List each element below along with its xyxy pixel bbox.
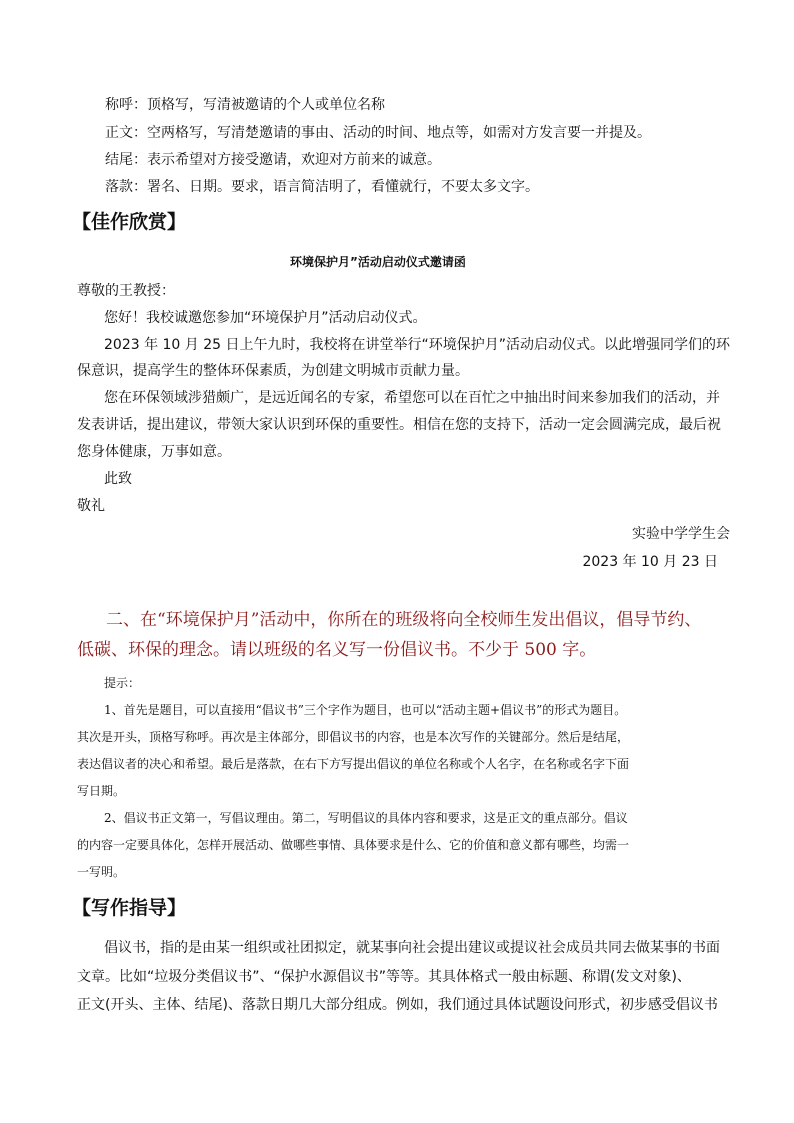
- hint-label: 提示：: [104, 676, 141, 690]
- guide-line: 文章。比如“垃圾分类倡议书”、“保护水源倡议书”等等。其具体格式一般由标题、称谓(发文对象)、: [77, 969, 691, 985]
- hint-line: 写日期。: [77, 784, 126, 798]
- letter-line: 发表讲话，提出建议，带领大家认识到环保的重要性。相信在您的支持下，活动一定会圆满完成，最后祝: [77, 417, 721, 433]
- letter-date: 2023 年 10 月 23 日: [582, 554, 718, 570]
- hint-line: 一写明。: [77, 865, 126, 879]
- task-line: 二、在“环境保护月”活动中，你所在的班级将向全校师生发出倡议，倡导节约、: [106, 610, 702, 630]
- letter-salutation: 尊敬的王教授：: [77, 283, 175, 299]
- letter-line: 保意识，提高学生的整体环保素质，为创建文明城市贡献力量。: [77, 363, 469, 379]
- letter-closing: 此致: [104, 471, 132, 487]
- letter-line: 您好！我校诚邀您参加“环境保护月”活动启动仪式。: [104, 310, 427, 326]
- letter-line: 您身体健康，万事如意。: [77, 444, 231, 460]
- hint-line: 其次是开头，顶格写称呼。再次是主体部分，即倡议书的内容，也是本次写作的关键部分。然后是结尾，: [77, 730, 630, 744]
- section-heading-guide: 【写作指导】: [72, 897, 187, 919]
- letter-regards: 敬礼: [77, 498, 105, 514]
- letter-title: 环境保护月”活动启动仪式邀请函: [290, 255, 466, 269]
- format-note-salutation: 称呼：顶格写，写清被邀请的个人或单位名称: [105, 97, 385, 113]
- format-note-body: 正文：空两格写，写清楚邀请的事由、活动的时间、地点等，如需对方发言要一并提及。: [105, 125, 651, 141]
- guide-line: 倡议书，指的是由某一组织或社团拟定，就某事向社会提出建议或提议社会成员共同去做某事的书面: [104, 940, 720, 956]
- format-note-ending: 结尾：表示希望对方接受邀请，欢迎对方前来的诚意。: [105, 152, 441, 168]
- hint-line: 1、首先是题目，可以直接用“倡议书”三个字作为题目，也可以“活动主题+倡议书”的形式为题目。: [104, 703, 627, 717]
- letter-signer: 实验中学学生会: [632, 526, 730, 542]
- format-note-signature: 落款：署名、日期。要求，语言简洁明了，看懂就行，不要太多文字。: [105, 179, 539, 195]
- task-line: 低碳、环保的理念。请以班级的名义写一份倡议书。不少于 500 字。: [77, 640, 597, 660]
- hint-line: 2、倡议书正文第一，写倡议理由。第二，写明倡议的具体内容和要求，这是正文的重点部分。倡议: [104, 811, 628, 825]
- letter-line: 2023 年 10 月 25 日上午九时，我校将在讲堂举行“环境保护月”活动启动仪式。以此增强同学们的环: [104, 337, 731, 353]
- letter-line: 您在环保领域涉猎颇广，是远近闻名的专家，希望您可以在百忙之中抽出时间来参加我们的活动，并: [104, 390, 720, 406]
- hint-line: 表达倡议者的决心和希望。最后是落款，在右下方写提出倡议的单位名称或个人名字，在名称或名字下面: [77, 757, 630, 771]
- section-heading-example: 【佳作欣赏】: [72, 211, 187, 233]
- guide-line: 正文(开头、主体、结尾)、落款日期几大部分组成。例如，我们通过具体试题设问形式，初步感受倡议书: [77, 997, 718, 1013]
- hint-line: 的内容一定要具体化，怎样开展活动、做哪些事情、具体要求是什么、它的价值和意义都有哪些，均需一: [77, 838, 630, 852]
